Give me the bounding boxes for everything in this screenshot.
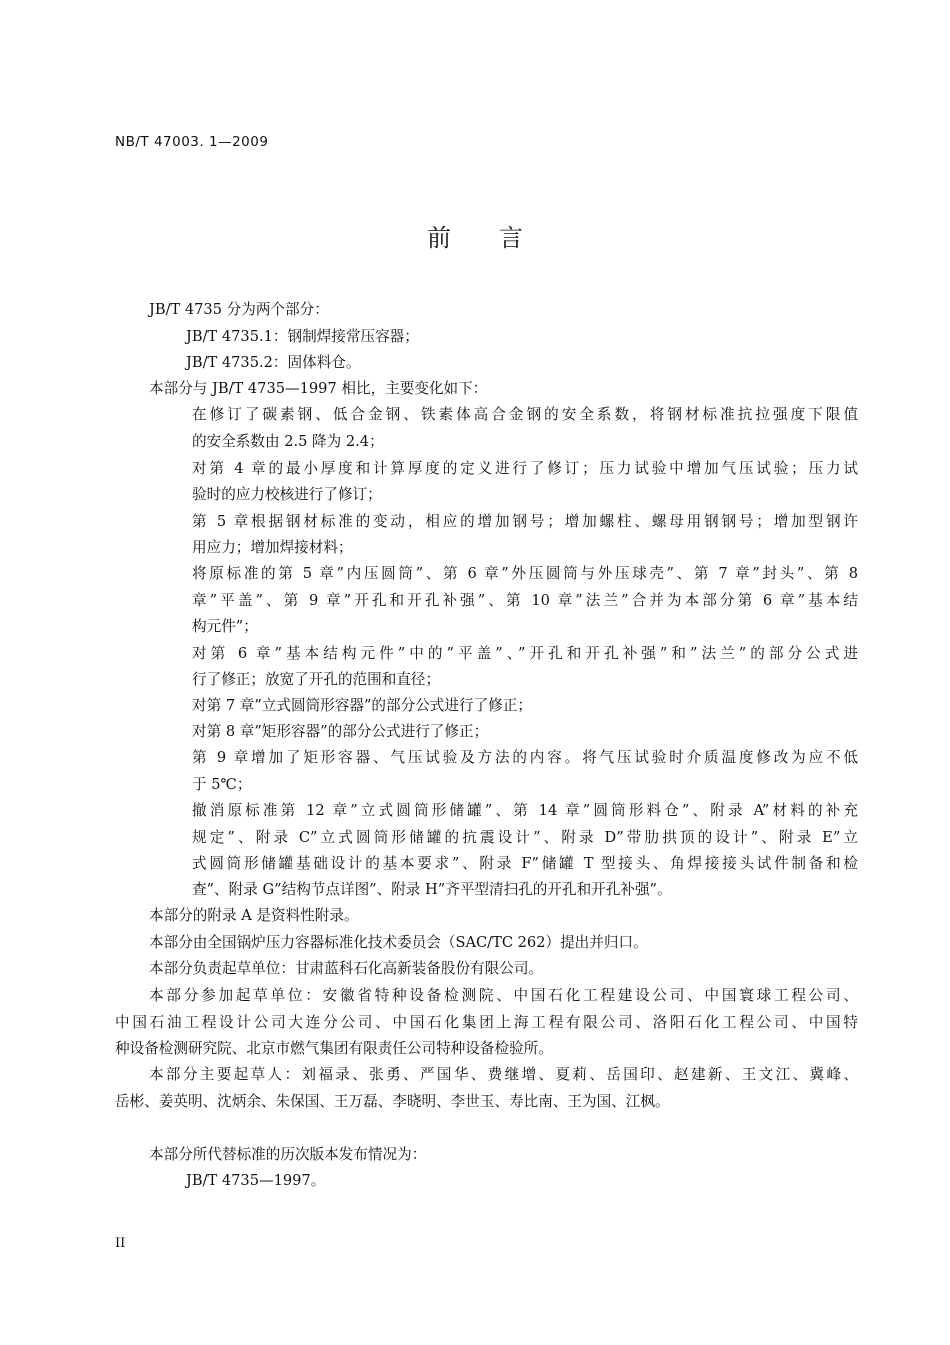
page-number: II [115,1236,126,1251]
change-item-8-line-2: 于 5℃； [192,776,252,793]
participants-line-2: 中国石油工程设计公司大连分公司、中国石化集团上海工程有限公司、洛阳石化工程公司、中国特 [115,1014,858,1031]
change-item-8-line-1: 第 9 章增加了矩形容器、气压试验及方法的内容。将气压试验时介质温度修改为应不低 [192,749,858,766]
part-2: JB/T 4735.2：固体料仓。 [186,354,361,371]
change-item-5-line-1: 对第 6 章”基本结构元件”中的”平盖”、”开孔和开孔补强”和”法兰”的部分公式进 [192,645,858,662]
change-item-5-line-2: 行了修正；放宽了开孔的范围和直径； [192,671,441,688]
changes-intro: 本部分与 JB/T 4735—1997 相比，主要变化如下： [149,380,488,397]
proposer-note: 本部分由全国锅炉压力容器标准化技术委员会（SAC/TC 262）提出并归口。 [149,934,648,951]
change-item-4-line-1: 将原标准的第 5 章”内压圆筒”、第 6 章”外压圆筒与外压球壳”、第 7 章”封头”、第 8 [192,565,858,582]
history-item: JB/T 4735—1997。 [186,1172,326,1189]
drafting-unit-note: 本部分负责起草单位：甘肃蓝科石化高新装备股份有限公司。 [149,960,544,977]
change-item-7: 对第 8 章”矩形容器”的部分公式进行了修正； [192,723,489,740]
change-item-4-line-3: 构元件”； [192,618,258,635]
change-item-2-line-1: 对第 4 章的最小厚度和计算厚度的定义进行了修订；压力试验中增加气压试验；压力试 [192,460,858,477]
appendix-note: 本部分的附录 A 是资料性附录。 [149,907,359,924]
change-item-3-line-1: 第 5 章根据钢材标准的变动，相应的增加钢号；增加螺柱、螺母用钢钢号；增加型钢许 [192,513,858,530]
change-item-6: 对第 7 章”立式圆筒形容器”的部分公式进行了修正； [192,697,532,714]
participants-line-1: 本部分参加起草单位：安徽省特种设备检测院、中国石化工程建设公司、中国寰球工程公司、 [149,987,858,1004]
change-item-9-line-1: 撤消原标准第 12 章”立式圆筒形储罐”、第 14 章”圆筒形料仓”、附录 A”材料的补充 [192,802,858,819]
change-item-4-line-2: 章”平盖”、第 9 章”开孔和开孔补强”、第 10 章”法兰”合并为本部分第 6 章”基本结 [192,592,858,609]
header-code: NB/T 47003. 1—2009 [115,134,269,150]
change-item-3-line-2: 用应力；增加焊接材料； [192,539,353,556]
parts-intro: JB/T 4735 分为两个部分： [149,301,329,318]
drafters-line-1: 本部分主要起草人：刘福录、张勇、严国华、费继增、夏莉、岳国印、赵建新、王文江、冀峰、 [149,1066,858,1083]
change-item-9-line-4: 查”、附录 G”结构节点详图”、附录 H”齐平型清扫孔的开孔和开孔补强”。 [192,881,672,898]
participants-line-3: 种设备检测研究院、北京市燃气集团有限责任公司特种设备检验所。 [115,1040,553,1057]
change-item-9-line-2: 规定”、附录 C”立式圆筒形储罐的抗震设计”、附录 D”带肋拱顶的设计”、附录 E”立 [192,829,858,846]
change-item-2-line-2: 验时的应力校核进行了修订； [192,486,382,503]
drafters-line-2: 岳彬、姜英明、沈炳余、朱保国、王万磊、李晓明、李世玉、寿比南、王为国、江枫。 [115,1093,670,1110]
change-item-1-line-1: 在修订了碳素钢、低合金钢、铁素体高合金钢的安全系数，将钢材标准抗拉强度下限值 [192,406,858,423]
page-title: 前言 [427,224,571,252]
change-item-1-line-2: 的安全系数由 2.5 降为 2.4； [192,433,384,450]
change-item-9-line-3: 式圆筒形储罐基础设计的基本要求”、附录 F”储罐 T 型接头、角焊接接头试件制备和检 [192,855,858,872]
history-intro: 本部分所代替标准的历次版本发布情况为： [149,1146,427,1163]
part-1: JB/T 4735.1：钢制焊接常压容器； [186,328,419,345]
